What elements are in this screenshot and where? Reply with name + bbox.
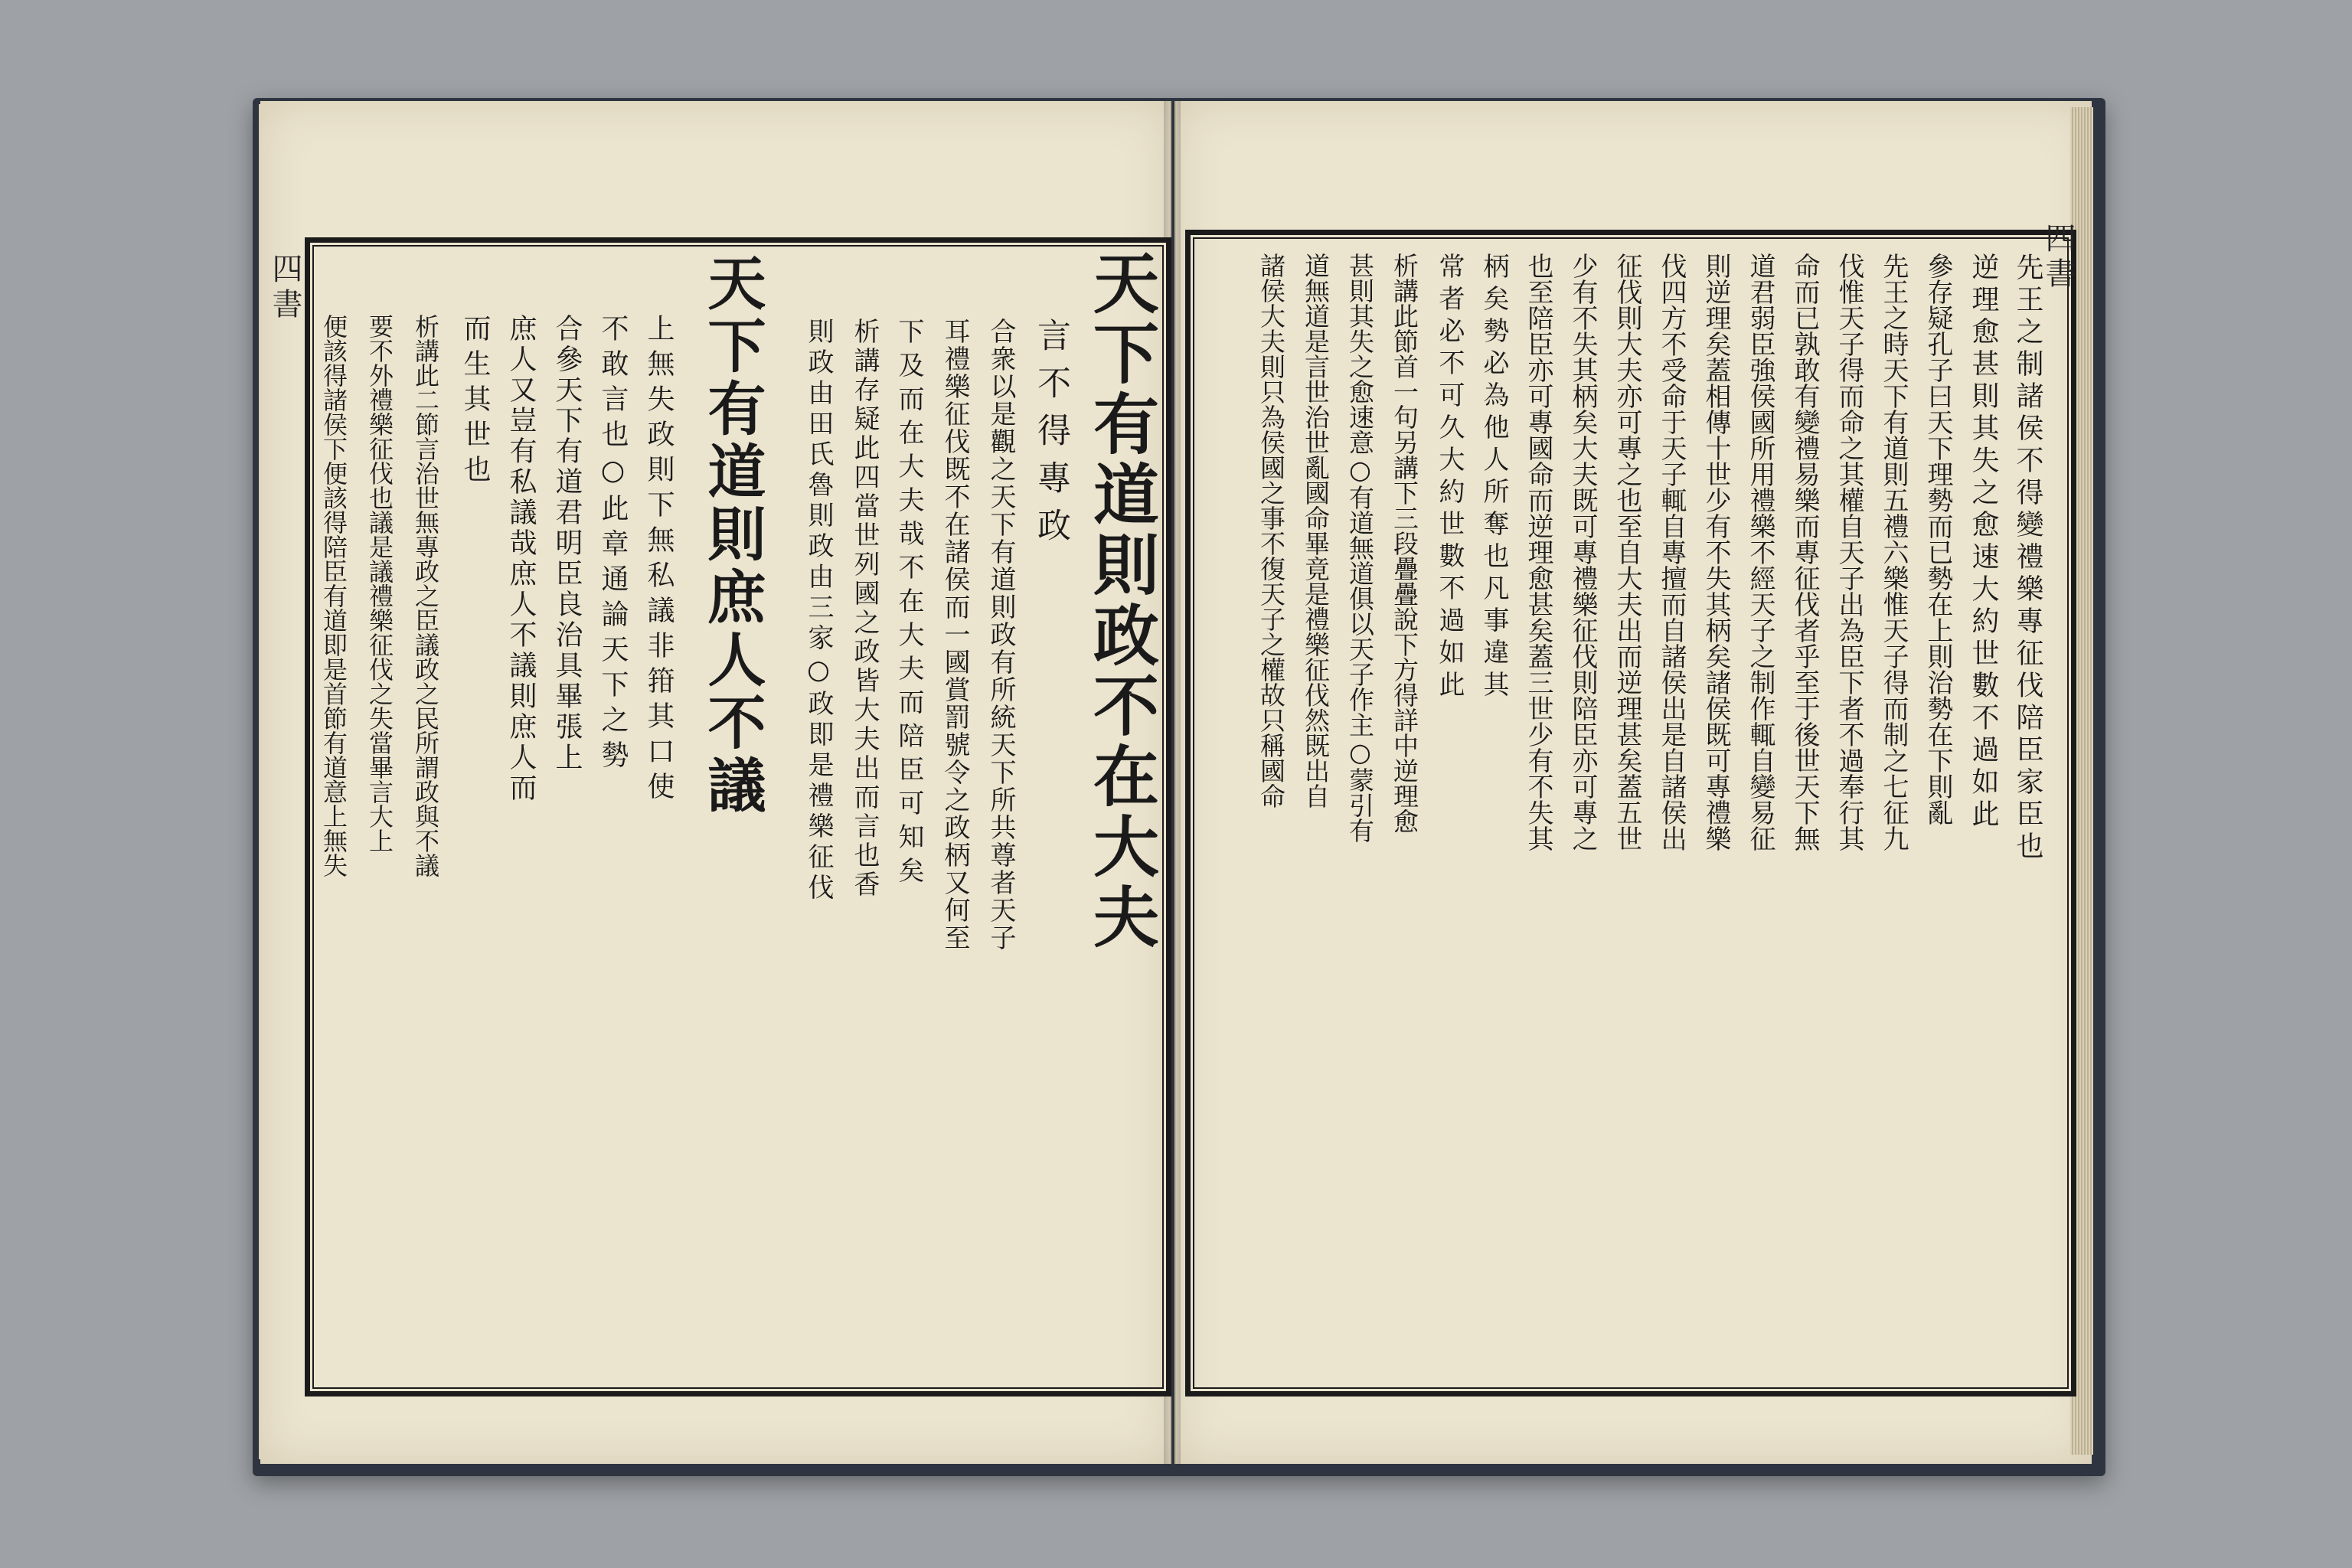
right-col-5: 命而已孰敢有變禮易樂而專征伐者乎至于後世天下無 (1789, 253, 1820, 851)
left-col-8: 上無失政則下無私議非箝其口使 (643, 314, 675, 807)
left-col-2: 合衆以是觀之天下有道則政有所統天下所共尊者天子 (985, 318, 1016, 952)
right-col-11: 也至陪臣亦可專國命而逆理愈甚矣蓋三世少有不失其 (1523, 253, 1553, 851)
left-col-12: 而生其世也 (459, 314, 491, 490)
left-col-3: 耳禮樂征伐既不在諸侯而一國賞罰號令之政柄又何至 (939, 318, 970, 952)
right-col-12: 柄矣勢必為他人所奪也凡事違其 (1478, 253, 1509, 703)
left-col-13: 析講此二節言治世無專政之臣議政之民所謂政與不議 (411, 314, 440, 877)
left-heading-1: 天下有道則政不在大夫 (1082, 249, 1159, 953)
right-col-4: 伐惟天子得而命之其權自天子出為臣下者不過奉行其 (1834, 253, 1864, 851)
right-col-3: 先王之時天下有道則五禮六樂惟天子得而制之七征九 (1878, 253, 1909, 851)
left-col-10: 合參天下有道君明臣良治具畢張上 (551, 314, 583, 773)
right-col-7: 則逆理矣蓋相傳十世少有不失其柄矣諸侯既可專禮樂 (1700, 253, 1731, 851)
right-margin-label: 四書 (2040, 222, 2076, 292)
right-col-10: 少有不失其柄矣大夫既可專禮樂征伐則陪臣亦可專之 (1567, 253, 1598, 851)
left-heading-2: 天下有道則庶人不議 (698, 253, 766, 818)
right-col-14: 析講此節首一句另講下三段疊疊說下方得詳中逆理愈 (1390, 253, 1419, 834)
right-col-17: 諸侯大夫則只為侯國之事不復天子之權故只稱國命 (1256, 253, 1286, 808)
right-col-1: 逆理愈甚則其失之愈速大約世數不過如此 (1968, 253, 1999, 831)
right-col-2: 參存疑孔子曰天下理勢而已勢在上則治勢在下則亂 (1922, 253, 1953, 825)
right-col-0: 先王之制諸侯不得變禮樂專征伐陪臣家臣也 (2012, 253, 2043, 864)
left-col-4: 下及而在大夫哉不在大夫而陪臣可知矣 (893, 318, 924, 890)
right-col-6: 道君弱臣強侯國所用禮樂不經天子之制作輒自變易征 (1745, 253, 1775, 851)
right-col-9: 征伐則大夫亦可專之也至自大夫出而逆理甚矣蓋五世 (1612, 253, 1642, 851)
left-col-11: 庶人又豈有私議哉庶人不議則庶人而 (505, 314, 537, 804)
left-col-9: 不敢言也○此章通論天下之勢 (597, 314, 629, 776)
right-col-8: 伐四方不受命于天子輒自專擅而自諸侯出是自諸侯出 (1656, 253, 1687, 851)
left-col-5: 析講存疑此四當世列國之政皆大夫出而言也香 (849, 318, 880, 900)
left-col-15: 便該得諸侯下便該得陪臣有道即是首節有道意上無失 (319, 314, 348, 877)
right-col-13: 常者必不可久大約世數不過如此 (1434, 253, 1465, 703)
right-col-16: 道無道是言世治世亂國命畢竟是禮樂征伐然既出自 (1301, 253, 1331, 808)
left-col-6: 則政由田氏魯則政由三家○政即是禮樂征伐 (803, 318, 834, 904)
left-col-14: 要不外禮樂征伐也議是議禮樂征伐之失當畢言大上 (365, 314, 394, 853)
left-col-1: 言不得專政 (1031, 318, 1070, 555)
left-margin-label: 四書 (267, 253, 302, 323)
right-col-15: 甚則其失之愈速意○有道無道俱以天子作主○蒙引有 (1345, 253, 1375, 843)
